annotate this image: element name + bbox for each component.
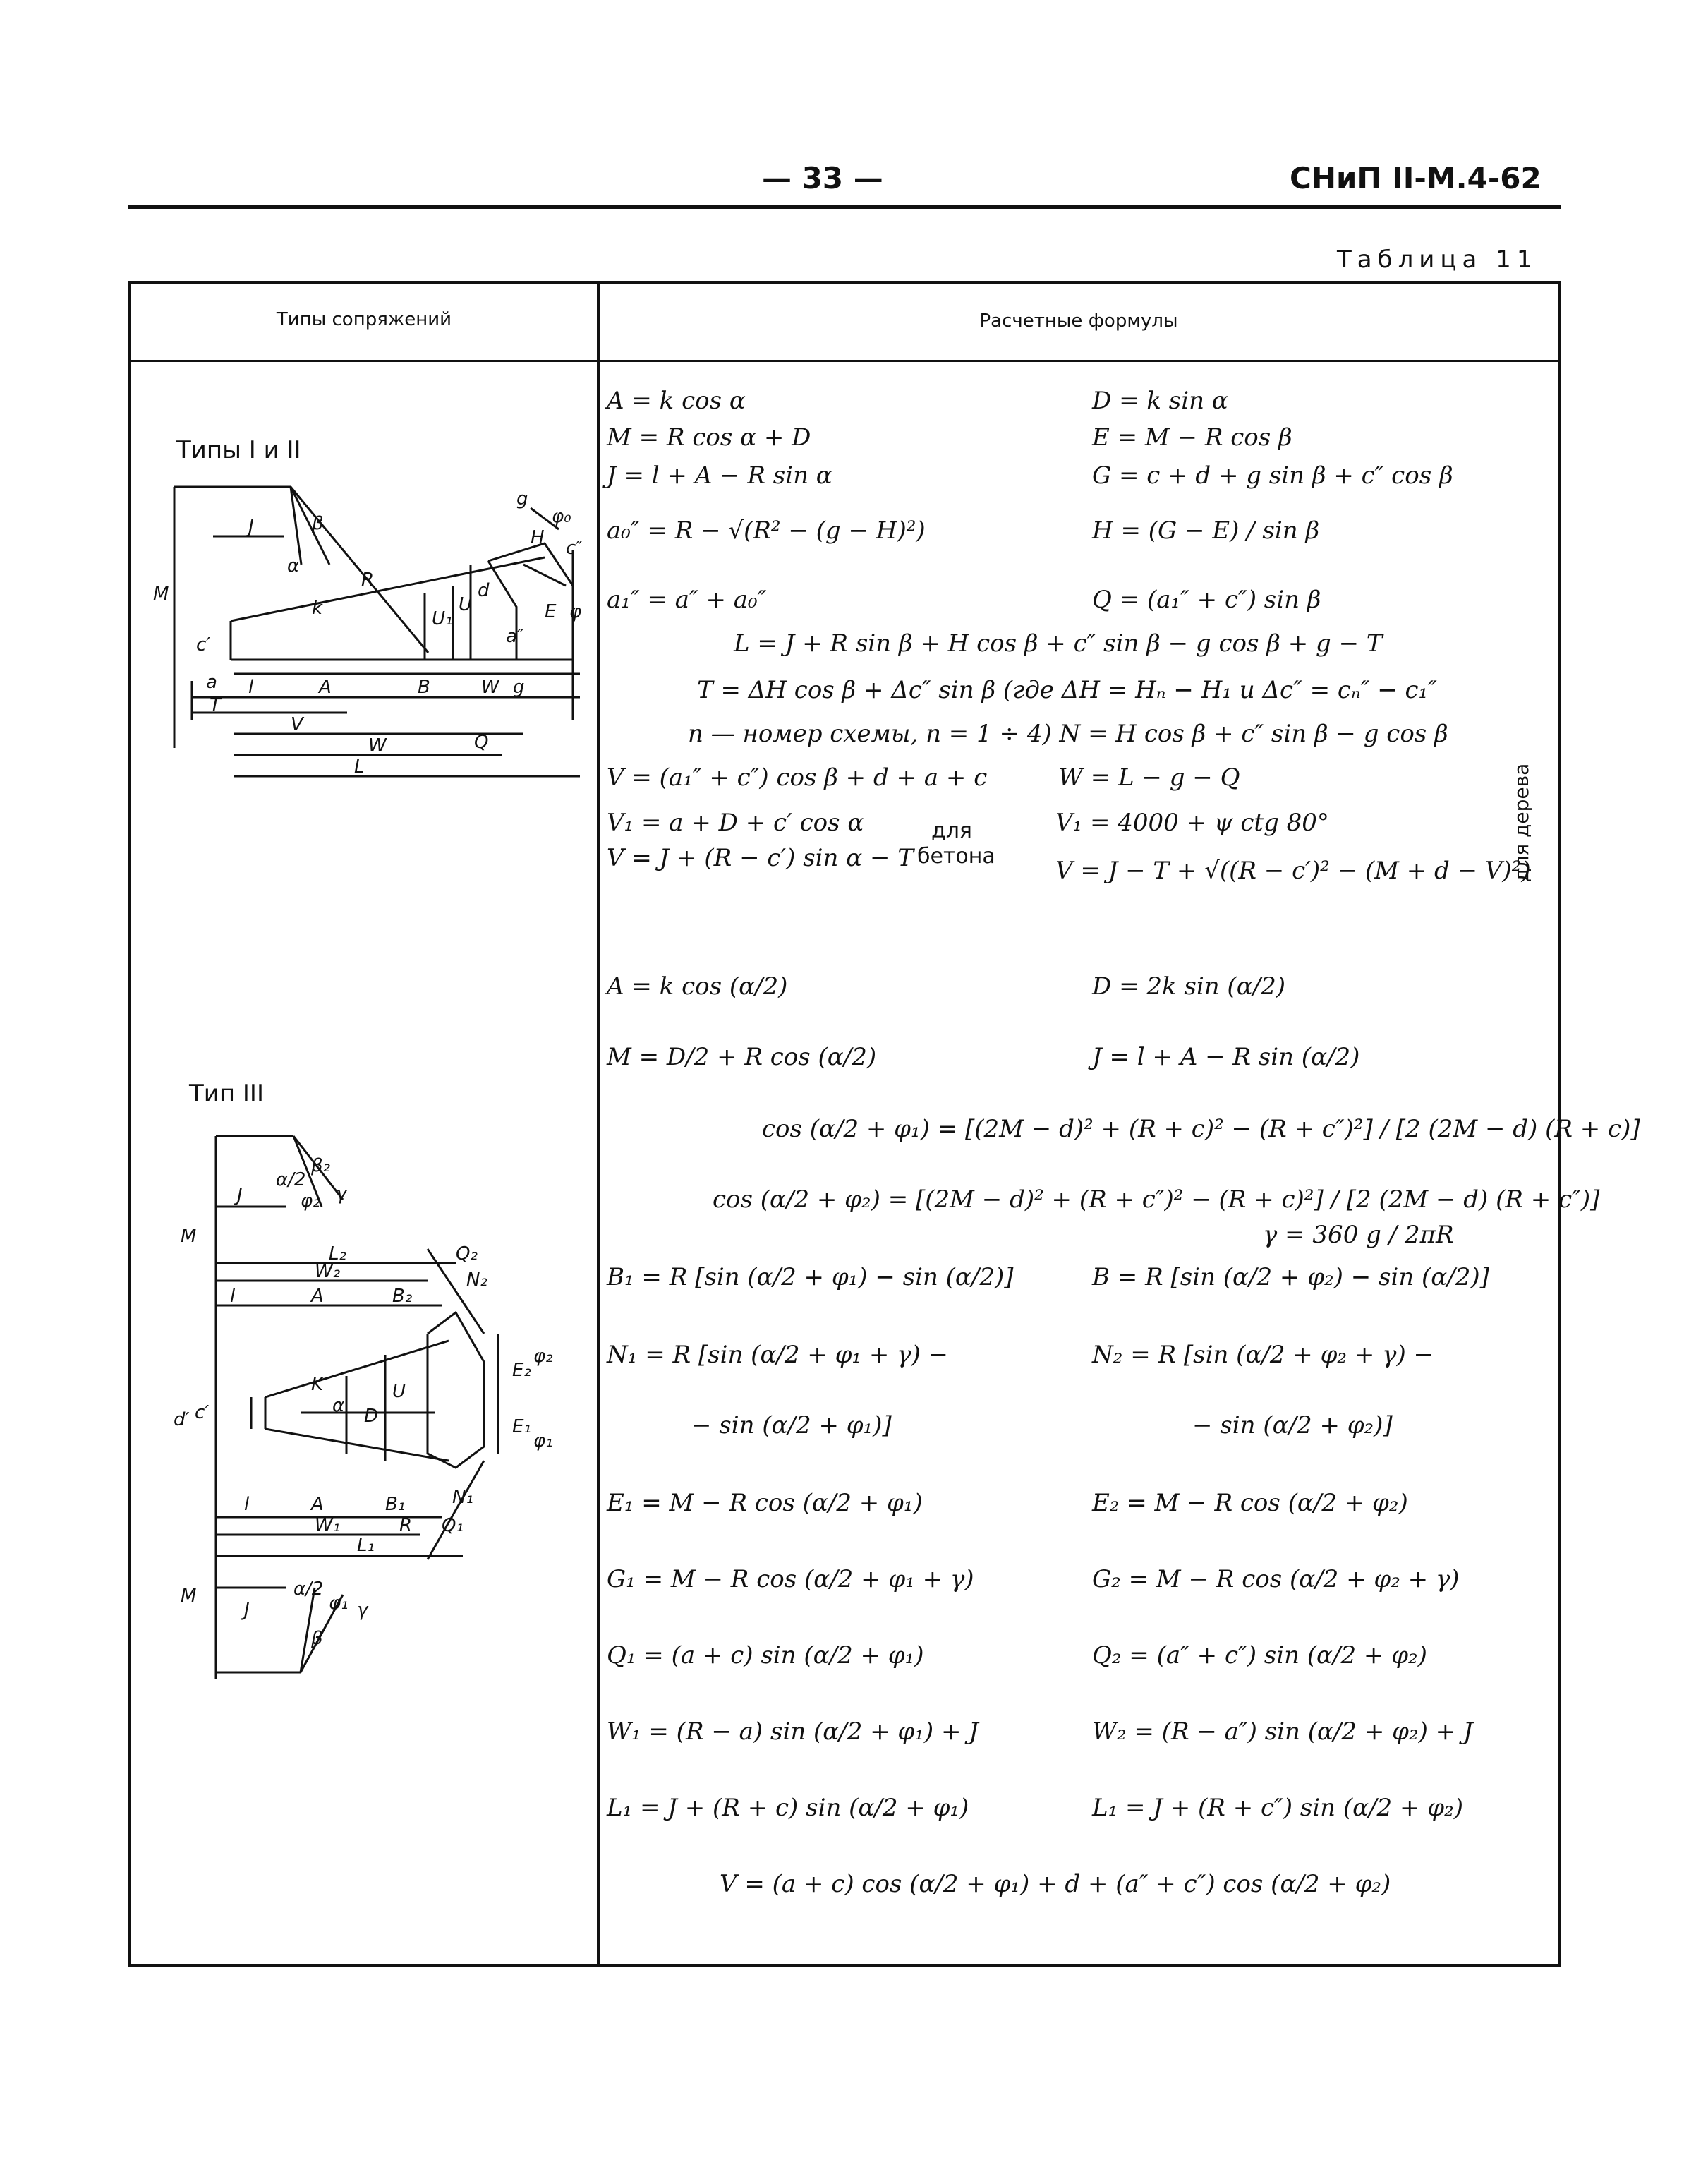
formula-L1-b: L₁ = J + (R + c″) sin (α/2 + φ₂): [1092, 1794, 1463, 1822]
label-A-bottom: A: [311, 1494, 324, 1515]
formula-n-N: n — номер схемы, n = 1 ÷ 4) N = H cos β + c″ sin β − g cos β: [688, 720, 1448, 748]
label-L2: L₂: [329, 1243, 346, 1264]
label-B: B: [418, 677, 430, 698]
label-gamma-top: γ: [336, 1183, 347, 1205]
formula-a1: a₁″ = a″ + a₀″: [607, 586, 767, 614]
formula-D-1: D = k sin α: [1092, 387, 1228, 415]
formula-A-1: A = k cos α: [607, 387, 746, 415]
formula-gamma: γ = 360 g / 2πR: [1263, 1221, 1454, 1249]
formula-T: T = ΔH cos β + Δc″ sin β (где ΔH = Hₙ − H₁ и Δc″ = cₙ″ − c₁″: [697, 676, 1437, 704]
table-left-border: [128, 281, 131, 1967]
formula-V-3: V = (a + c) cos (α/2 + φ₁) + d + (a″ + c″) cos (α/2 + φ₂): [720, 1870, 1391, 1898]
formula-W2: W₂ = (R − a″) sin (α/2 + φ₂) + J: [1092, 1718, 1473, 1746]
header-rule: [128, 205, 1561, 209]
page-number: — 33 —: [762, 161, 883, 195]
label-J-top: J: [237, 1185, 243, 1206]
formula-L-1: L = J + R sin β + H cos β + c″ sin β − g cos β + g − T: [734, 629, 1383, 658]
formula-N1-line2: − sin (α/2 + φ₁)]: [691, 1411, 892, 1439]
label-phi: φ: [569, 601, 582, 622]
formula-N2-line2: − sin (α/2 + φ₂)]: [1192, 1411, 1393, 1439]
formula-G-1: G = c + d + g sin β + c″ cos β: [1092, 461, 1453, 490]
label-T: T: [210, 695, 221, 716]
label-k: k: [312, 598, 323, 619]
label-E2: E₂: [512, 1360, 531, 1381]
formula-N2-line1: N₂ = R [sin (α/2 + φ₂ + γ) −: [1092, 1341, 1434, 1369]
label-E: E: [545, 601, 557, 622]
formula-D-3: D = 2k sin (α/2): [1092, 972, 1286, 1001]
label-beta-bottom: β: [311, 1628, 323, 1649]
formula-N1-line1: N₁ = R [sin (α/2 + φ₁ + γ) −: [607, 1341, 949, 1369]
table-label: Таблица 11: [1337, 246, 1538, 274]
label-l-bottom: l: [244, 1494, 250, 1515]
label-H: H: [531, 527, 545, 548]
label-alpha-mid: α: [332, 1395, 345, 1416]
formula-G2: G₂ = M − R cos (α/2 + φ₂ + γ): [1092, 1565, 1460, 1593]
label-E1: E₁: [512, 1416, 531, 1437]
formula-V-concrete: V = J + (R − c′) sin α − T: [607, 844, 914, 872]
label-L1: L₁: [357, 1535, 375, 1556]
label-W: W: [368, 735, 387, 756]
formula-A-3: A = k cos (α/2): [607, 972, 788, 1001]
label-c-double-prime: c″: [566, 538, 583, 559]
label-R-bottom: R: [399, 1515, 413, 1536]
label-alpha-half-top: α/2: [276, 1169, 306, 1190]
label-beta: β: [312, 513, 324, 534]
label-N2: N₂: [466, 1269, 487, 1291]
formula-V-1: V = (a₁″ + c″) cos β + d + a + c: [607, 763, 988, 792]
label-K: K: [311, 1374, 324, 1395]
label-B1: B₁: [385, 1494, 406, 1515]
label-Q2: Q₂: [456, 1243, 478, 1264]
label-D: D: [364, 1406, 379, 1427]
label-g-lower: g: [513, 677, 525, 698]
formula-a0: a₀″ = R − √(R² − (g − H)²): [607, 517, 926, 545]
label-c-prime: c′: [196, 634, 211, 656]
label-phi2-right: φ₂: [533, 1346, 553, 1367]
label-M-top: M: [181, 1226, 197, 1247]
label-W-upper: W: [481, 677, 499, 698]
column-header-formulas: Расчетные формулы: [979, 310, 1178, 332]
formula-W-1: W = L − g − Q: [1058, 763, 1240, 792]
formula-B1: B₁ = R [sin (α/2 + φ₁) − sin (α/2)]: [607, 1263, 1014, 1291]
formula-W1: W₁ = (R − a) sin (α/2 + φ₁) + J: [607, 1718, 979, 1746]
label-c-prime-2: c′: [195, 1402, 210, 1423]
label-Q: Q: [474, 732, 489, 753]
formula-B: B = R [sin (α/2 + φ₂) − sin (α/2)]: [1092, 1263, 1489, 1291]
column-header-types: Типы сопряжений: [276, 309, 452, 330]
formula-Q2: Q₂ = (a″ + c″) sin (α/2 + φ₂): [1092, 1641, 1427, 1670]
label-N1: N₁: [452, 1487, 473, 1508]
label-phi2-top: φ₂: [301, 1190, 320, 1212]
formula-J-3: J = l + A − R sin (α/2): [1092, 1043, 1360, 1071]
label-J-bottom: J: [244, 1600, 250, 1621]
formula-cos-phi2: cos (α/2 + φ₂) = [(2M − d)² + (R + c″)² − (R + c)²] / [2 (2M − d) (R + c″)]: [713, 1185, 1600, 1214]
label-phi1-right: φ₁: [533, 1430, 553, 1451]
formula-E2: E₂ = M − R cos (α/2 + φ₂): [1092, 1489, 1408, 1517]
label-M: M: [153, 584, 169, 605]
formula-V1-wood: V₁ = 4000 + ψ ctg 80°: [1055, 809, 1329, 837]
label-R: R: [361, 569, 375, 591]
label-l: l: [248, 677, 254, 698]
formula-V1-concrete: V₁ = a + D + c′ cos α: [607, 809, 864, 837]
label-A-top: A: [311, 1286, 324, 1307]
label-U: U: [459, 594, 473, 615]
label-alpha: α: [287, 555, 300, 577]
label-U-mid: U: [392, 1381, 406, 1402]
label-B2: B₂: [392, 1286, 413, 1307]
formula-E-1: E = M − R cos β: [1092, 423, 1292, 452]
formula-L1-a: L₁ = J + (R + c) sin (α/2 + φ₁): [607, 1794, 969, 1822]
formula-cos-phi1: cos (α/2 + φ₁) = [(2M − d)² + (R + c)² − (R + c″)²] / [2 (2M − d) (R + c)]: [762, 1115, 1640, 1143]
section-title-type-3: Тип III: [189, 1080, 264, 1108]
label-a: a: [206, 672, 217, 693]
formula-E1: E₁ = M − R cos (α/2 + φ₁): [607, 1489, 923, 1517]
note-concrete-line1: для: [931, 819, 972, 843]
label-d-prime: d′: [174, 1409, 190, 1430]
formula-Q-1: Q = (a₁″ + c″) sin β: [1092, 586, 1321, 614]
label-J: J: [248, 517, 254, 538]
label-gamma-bottom: γ: [357, 1600, 368, 1621]
label-beta2: β₂: [311, 1155, 331, 1176]
formula-Q1: Q₁ = (a + c) sin (α/2 + φ₁): [607, 1641, 924, 1670]
label-phi1-bottom: φ₁: [329, 1593, 349, 1614]
label-l-top: l: [230, 1286, 236, 1307]
section-title-types-1-2: Типы I и II: [176, 436, 301, 464]
label-M-bottom: M: [181, 1586, 197, 1607]
label-alpha-half-bottom: α/2: [293, 1579, 324, 1600]
formula-M-1: M = R cos α + D: [607, 423, 811, 452]
formula-H: H = (G − E) / sin β: [1092, 517, 1320, 545]
table-column-divider: [597, 281, 600, 1967]
label-phi0: φ₀: [552, 506, 571, 527]
note-concrete-line2: бетона: [917, 844, 995, 869]
label-A: A: [319, 677, 332, 698]
diagram-type-3: [159, 1122, 583, 1708]
label-U1: U₁: [432, 608, 453, 629]
label-W2: W₂: [315, 1261, 341, 1282]
diagram-types-1-2: [150, 466, 587, 790]
label-g: g: [516, 488, 528, 509]
label-a-double-prime: a″: [506, 626, 524, 647]
label-d: d: [478, 580, 490, 601]
label-L: L: [354, 756, 365, 778]
table-header-rule: [128, 360, 1561, 362]
document-code: СНиП II-М.4-62: [1290, 161, 1542, 195]
formula-V-wood: V = J − T + √((R − c′)² − (M + d − V)²): [1055, 857, 1531, 885]
label-V: V: [291, 714, 303, 735]
formula-J-1: J = l + A − R sin α: [607, 461, 832, 490]
note-wood: для дерева: [1510, 763, 1533, 882]
label-Q1: Q₁: [442, 1515, 464, 1536]
label-W1: W₁: [315, 1515, 341, 1536]
formula-G1: G₁ = M − R cos (α/2 + φ₁ + γ): [607, 1565, 974, 1593]
formula-M-3: M = D/2 + R cos (α/2): [607, 1043, 877, 1071]
